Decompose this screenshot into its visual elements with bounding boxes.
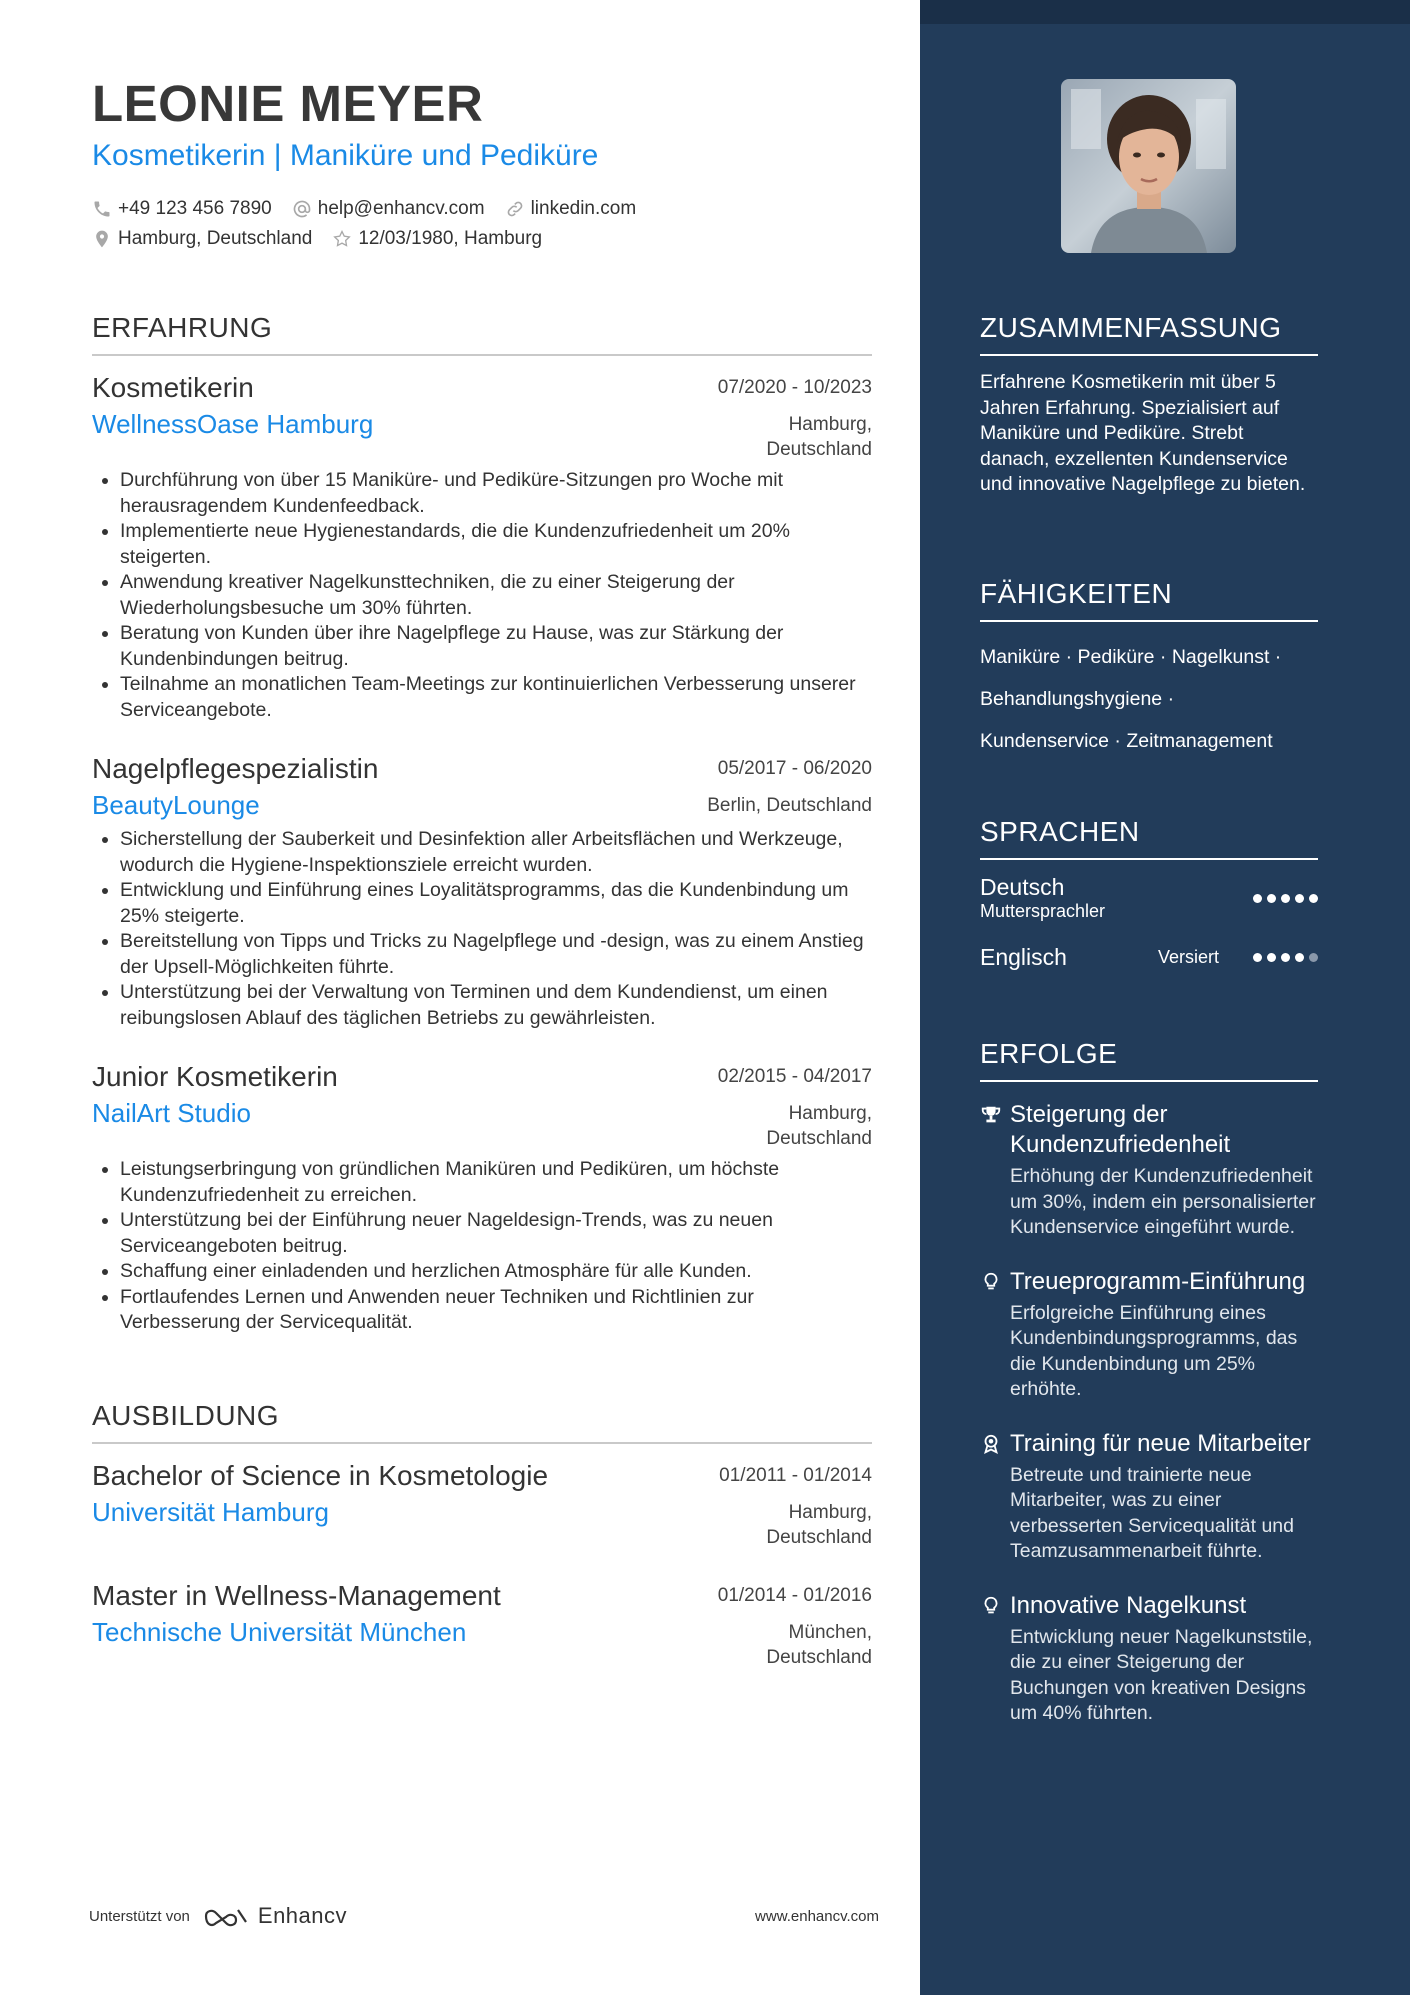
star-icon [332,229,352,249]
link-icon [505,199,525,219]
profile-photo [1061,79,1236,253]
experience-entry [92,1059,872,1336]
powered-by-label: Unterstützt von [89,1907,190,1925]
skills-line: Behandlungshygiene · [980,688,1175,710]
bullet-item: • Unterstützung bei der Einführung neuer Nageldesign-Trends, was zu neuen Serviceangeboten beitrug. [120,1208,872,1259]
degree-title: Bachelor of Science in Kosmetologie [92,1460,549,1491]
contact-linkedin[interactable] [505,198,637,220]
candidate-name: LEONIE MEYER [92,75,484,132]
bullet-item: • Unterstützung bei der Verwaltung von Terminen und dem Kundendienst, um einen reibungslosen Ablauf des täglichen Betriebs zu gewährleisten. [120,980,872,1031]
experience-section [92,312,872,1336]
job-bullets [92,468,872,723]
phone-icon [92,199,112,219]
skills-section [980,578,1318,762]
section-title-summary: ZUSAMMENFASSUNG [980,312,1318,356]
achievement-item [980,1429,1318,1565]
bullet-item: • Beratung von Kunden über ihre Nagelpflege zu Hause, was zur Stärkung der Kundenbindungen beitrug. [120,621,872,672]
powered-by [89,1903,347,1929]
sidebar [920,0,1410,1995]
school-location: Hamburg, Deutschland [766,1502,872,1548]
school-name: Universität Hamburg [92,1497,329,1527]
bullet-item: • Schaffung einer einladenden und herzlichen Atmosphäre für alle Kunden. [120,1259,872,1285]
skills-line: Kundenservice · Zeitmanagement [980,730,1273,752]
education-entry [92,1458,872,1550]
award-icon [980,1433,1002,1455]
section-title-experience: ERFAHRUNG [92,312,872,356]
job-dates: 02/2015 - 04/2017 [717,1066,872,1087]
trophy-icon [980,1104,1002,1126]
summary-section [980,312,1318,498]
website-link[interactable]: www.enhancv.com [755,1907,879,1925]
job-bullets [92,827,872,1031]
job-bullets [92,1157,872,1336]
contact-birth [332,228,542,250]
contact-info [92,194,656,254]
bullet-item: • Fortlaufendes Lernen und Anwenden neuer Techniken und Richtlinien zur Verbesserung der Servicequalität. [120,1285,872,1336]
achievement-title: Training für neue Mitarbeiter [1010,1429,1311,1457]
achievement-title: Innovative Nagelkunst [1010,1591,1247,1619]
rating-dot-filled [1295,953,1304,962]
achievement-item [980,1267,1318,1403]
skills-line: Maniküre · Pediküre · Nagelkunst · [980,646,1282,668]
bullet-item: • Durchführung von über 15 Maniküre- und Pediküre-Sitzungen pro Woche mit herausragendem Kundenfeedback. [120,468,872,519]
job-title: Junior Kosmetikerin [92,1061,338,1092]
education-dates: 01/2014 - 01/2016 [717,1585,872,1606]
language-level: Muttersprachler [980,901,1106,921]
language-name: Deutsch [980,874,1065,900]
birth-text: 12/03/1980, Hamburg [358,228,543,249]
company-name: NailArt Studio [92,1098,251,1128]
education-section [92,1400,872,1670]
job-dates: 05/2017 - 06/2020 [717,758,872,779]
linkedin-text: linkedin.com [530,198,637,219]
job-title: Kosmetikerin [92,372,254,403]
achievement-desc: Entwicklung neuer Nagelkunststile, die zu einer Steigerung der Buchungen von kreativen Designs um 40% führten. [1010,1625,1313,1724]
education-dates: 01/2011 - 01/2014 [719,1465,872,1486]
enhancv-logo-icon [202,1904,250,1928]
achievement-desc: Erfolgreiche Einführung eines Kundenbindungsprogramms, das die Kundenbindung um 25% erhöhte. [1010,1301,1298,1400]
location-text: Hamburg, Deutschland [118,228,313,249]
experience-entry [92,751,872,1031]
contact-location [92,228,312,250]
footer [89,1903,879,1929]
language-rating [1253,894,1318,903]
job-location: Hamburg, Deutschland [766,1103,872,1149]
rating-dot-filled [1267,894,1276,903]
language-item [980,944,1318,971]
summary-text: Erfahrene Kosmetikerin mit über 5 Jahren Erfahrung. Spezialisiert auf Maniküre und Pediküre. Strebt danach, exzellenten Kundenservice und innovative Nagelpflege zu bieten. [980,371,1306,495]
brand-name: Enhancv [257,1903,348,1928]
rating-dot-filled [1267,953,1276,962]
rating-dot-filled [1253,953,1262,962]
bullet-item: • Anwendung kreativer Nagelkunsttechniken, die zu einer Steigerung der Wiederholungsbesuche um 30% führten. [120,570,872,621]
education-entry [92,1578,872,1670]
section-title-achievements: ERFOLGE [980,1038,1318,1082]
achievement-title: Treueprogramm-Einführung [1010,1267,1306,1295]
company-name: WellnessOase Hamburg [92,409,374,439]
rating-dot-filled [1295,894,1304,903]
achievement-title: Steigerung der Kundenzufriedenheit [1010,1101,1231,1158]
languages-section [980,816,1318,971]
job-location: Hamburg, Deutschland [766,414,872,460]
section-title-skills: FÄHIGKEITEN [980,578,1318,622]
candidate-title: Kosmetikerin | Maniküre und Pediküre [92,139,599,172]
phone-text: +49 123 456 7890 [118,198,272,219]
portrait-image [1061,79,1236,253]
bullet-item: • Bereitstellung von Tipps und Tricks zu Nagelpflege und -design, was zu einem Anstieg der Upsell-Möglichkeiten führte. [120,929,872,980]
section-title-languages: SPRACHEN [980,816,1318,860]
achievement-item [980,1100,1318,1241]
rating-dot-filled [1253,894,1262,903]
contact-email[interactable] [292,198,485,220]
job-dates: 07/2020 - 10/2023 [717,377,872,398]
language-item [980,874,1318,922]
experience-entry [92,370,872,723]
bullet-item: • Implementierte neue Hygienestandards, die die Kundenzufriedenheit um 20% steigerten. [120,519,872,570]
school-name: Technische Universität München [92,1617,467,1647]
rating-dot-filled [1281,894,1290,903]
language-level: Versiert [1157,947,1219,967]
company-name: BeautyLounge [92,790,260,820]
bullet-item: • Leistungserbringung von gründlichen Maniküren und Pediküren, um höchste Kundenzufriedenheit zu erreichen. [120,1157,872,1208]
rating-dot-filled [1309,894,1318,903]
rating-dot-filled [1281,953,1290,962]
at-icon [292,199,312,219]
achievement-desc: Betreute und trainierte neue Mitarbeiter, was zu einer verbesserten Servicequalität und Teamzusammenarbeit führte. [1010,1463,1294,1562]
degree-title: Master in Wellness-Management [92,1580,501,1611]
achievement-desc: Erhöhung der Kundenzufriedenheit um 30%, indem ein personalisierter Kundenservice eingeführt wurde. [1010,1165,1316,1238]
language-rating [1253,953,1318,962]
skills-list [980,636,1318,762]
email-text: help@enhancv.com [317,198,485,219]
contact-phone[interactable] [92,198,272,220]
location-pin-icon [92,229,112,249]
bullet-item: • Entwicklung und Einführung eines Loyalitätsprogramms, das die Kundenbindung um 25% steigerte. [120,878,872,929]
section-title-education: AUSBILDUNG [92,1400,872,1444]
achievement-item [980,1591,1318,1727]
sidebar-top-band [920,0,1410,24]
rating-dot-empty [1309,953,1318,962]
bullet-item: • Sicherstellung der Sauberkeit und Desinfektion aller Arbeitsflächen und Werkzeuge, wodurch die Hygiene-Inspektionsziele erreicht wurden. [120,827,872,878]
lightbulb-icon [980,1595,1002,1617]
job-title: Nagelpflegespezialistin [92,753,379,784]
lightbulb-icon [980,1271,1002,1293]
language-name: Englisch [980,944,1067,970]
bullet-item: • Teilnahme an monatlichen Team-Meetings zur kontinuierlichen Verbesserung unserer Serviceangebote. [120,672,872,723]
job-location: Berlin, Deutschland [707,795,872,816]
achievements-section [980,1038,1318,1727]
school-location: München, Deutschland [766,1622,872,1668]
